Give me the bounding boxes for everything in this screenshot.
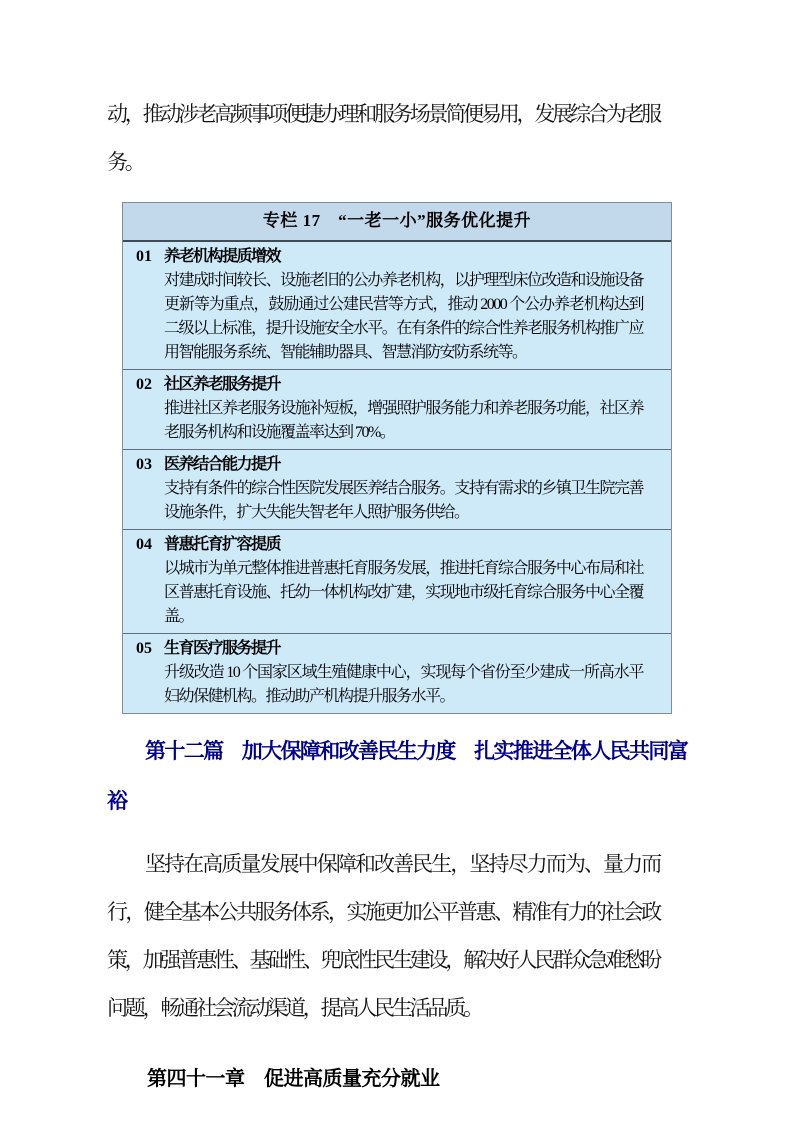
item-number: 02 — [136, 376, 152, 393]
column-box-title: 专栏 17 “一老一小”服务优化提升 — [123, 203, 671, 242]
item-body: 以城市为单元整体推进普惠托育服务发展，推进托育综合服务中心布局和社区普惠托育设施、托幼一体机构改扩建，实现地市级托育综合服务中心全覆盖。 — [164, 560, 643, 625]
item-body: 升级改造 10 个国家区域生殖健康中心，实现每个省份至少建成一所高水平妇幼保健机构。推动助产机构提升服务水平。 — [164, 664, 643, 705]
item-body: 对建成时间较长、设施老旧的公办养老机构，以护理型床位改造和设施设备更新等为重点，鼓励通过公建民营等方式，推动 2000 个公办养老机构达到二级以上标准，提升设施安全水平。在有条件的综合性养老服务机构推广应用智能服务系统、智能辅助器具、智慧消防安防系统等。 — [164, 272, 643, 361]
box-item-heading — [136, 453, 643, 477]
box-item-heading — [136, 245, 643, 269]
item-title: 社区养老服务提升 — [164, 376, 281, 393]
box-item-04 — [123, 529, 671, 633]
item-title: 养老机构提质增效 — [164, 248, 281, 265]
item-body: 支持有条件的综合性医院发展医养结合服务。支持有需求的乡镇卫生院完善设施条件，扩大失能失智老年人照护服务供给。 — [164, 480, 643, 521]
part-heading: 第十二篇 加大保障和改善民生力度 扎实推进全体人民共同富裕 — [107, 739, 687, 813]
item-title: 生育医疗服务提升 — [164, 640, 281, 657]
item-number: 05 — [136, 640, 152, 657]
box-item-heading — [136, 637, 643, 661]
box-item-heading — [136, 373, 643, 397]
chapter-heading: 第四十一章 促进高质量充分就业 — [147, 1068, 440, 1090]
box-item-heading — [136, 533, 643, 557]
box-item-01 — [123, 242, 671, 369]
box-item-02 — [123, 369, 671, 449]
column-box-17 — [122, 202, 672, 714]
item-number: 01 — [136, 248, 152, 265]
paragraph-continuation: 动，推动涉老高频事项便捷办理和服务场景简便易用，发展综合为老服务。 — [107, 102, 659, 174]
item-body: 推进社区养老服务设施补短板，增强照护服务能力和养老服务功能，社区养老服务机构和设施覆盖率达到 70%。 — [164, 400, 643, 441]
item-title: 普惠托育扩容提质 — [164, 536, 281, 553]
item-title: 医养结合能力提升 — [164, 456, 281, 473]
box-item-05 — [123, 633, 671, 713]
item-number: 04 — [136, 536, 152, 553]
paragraph-main: 坚持在高质量发展中保障和改善民生，坚持尽力而为、量力而行，健全基本公共服务体系，实施更加公平普惠、精准有力的社会政策，加强普惠性、基础性、兜底性民生建设，解决好人民群众急难愁盼问题，畅通社会流动渠道，提高人民生活品质。 — [107, 852, 659, 1020]
item-number: 03 — [136, 456, 152, 473]
box-item-03 — [123, 449, 671, 529]
